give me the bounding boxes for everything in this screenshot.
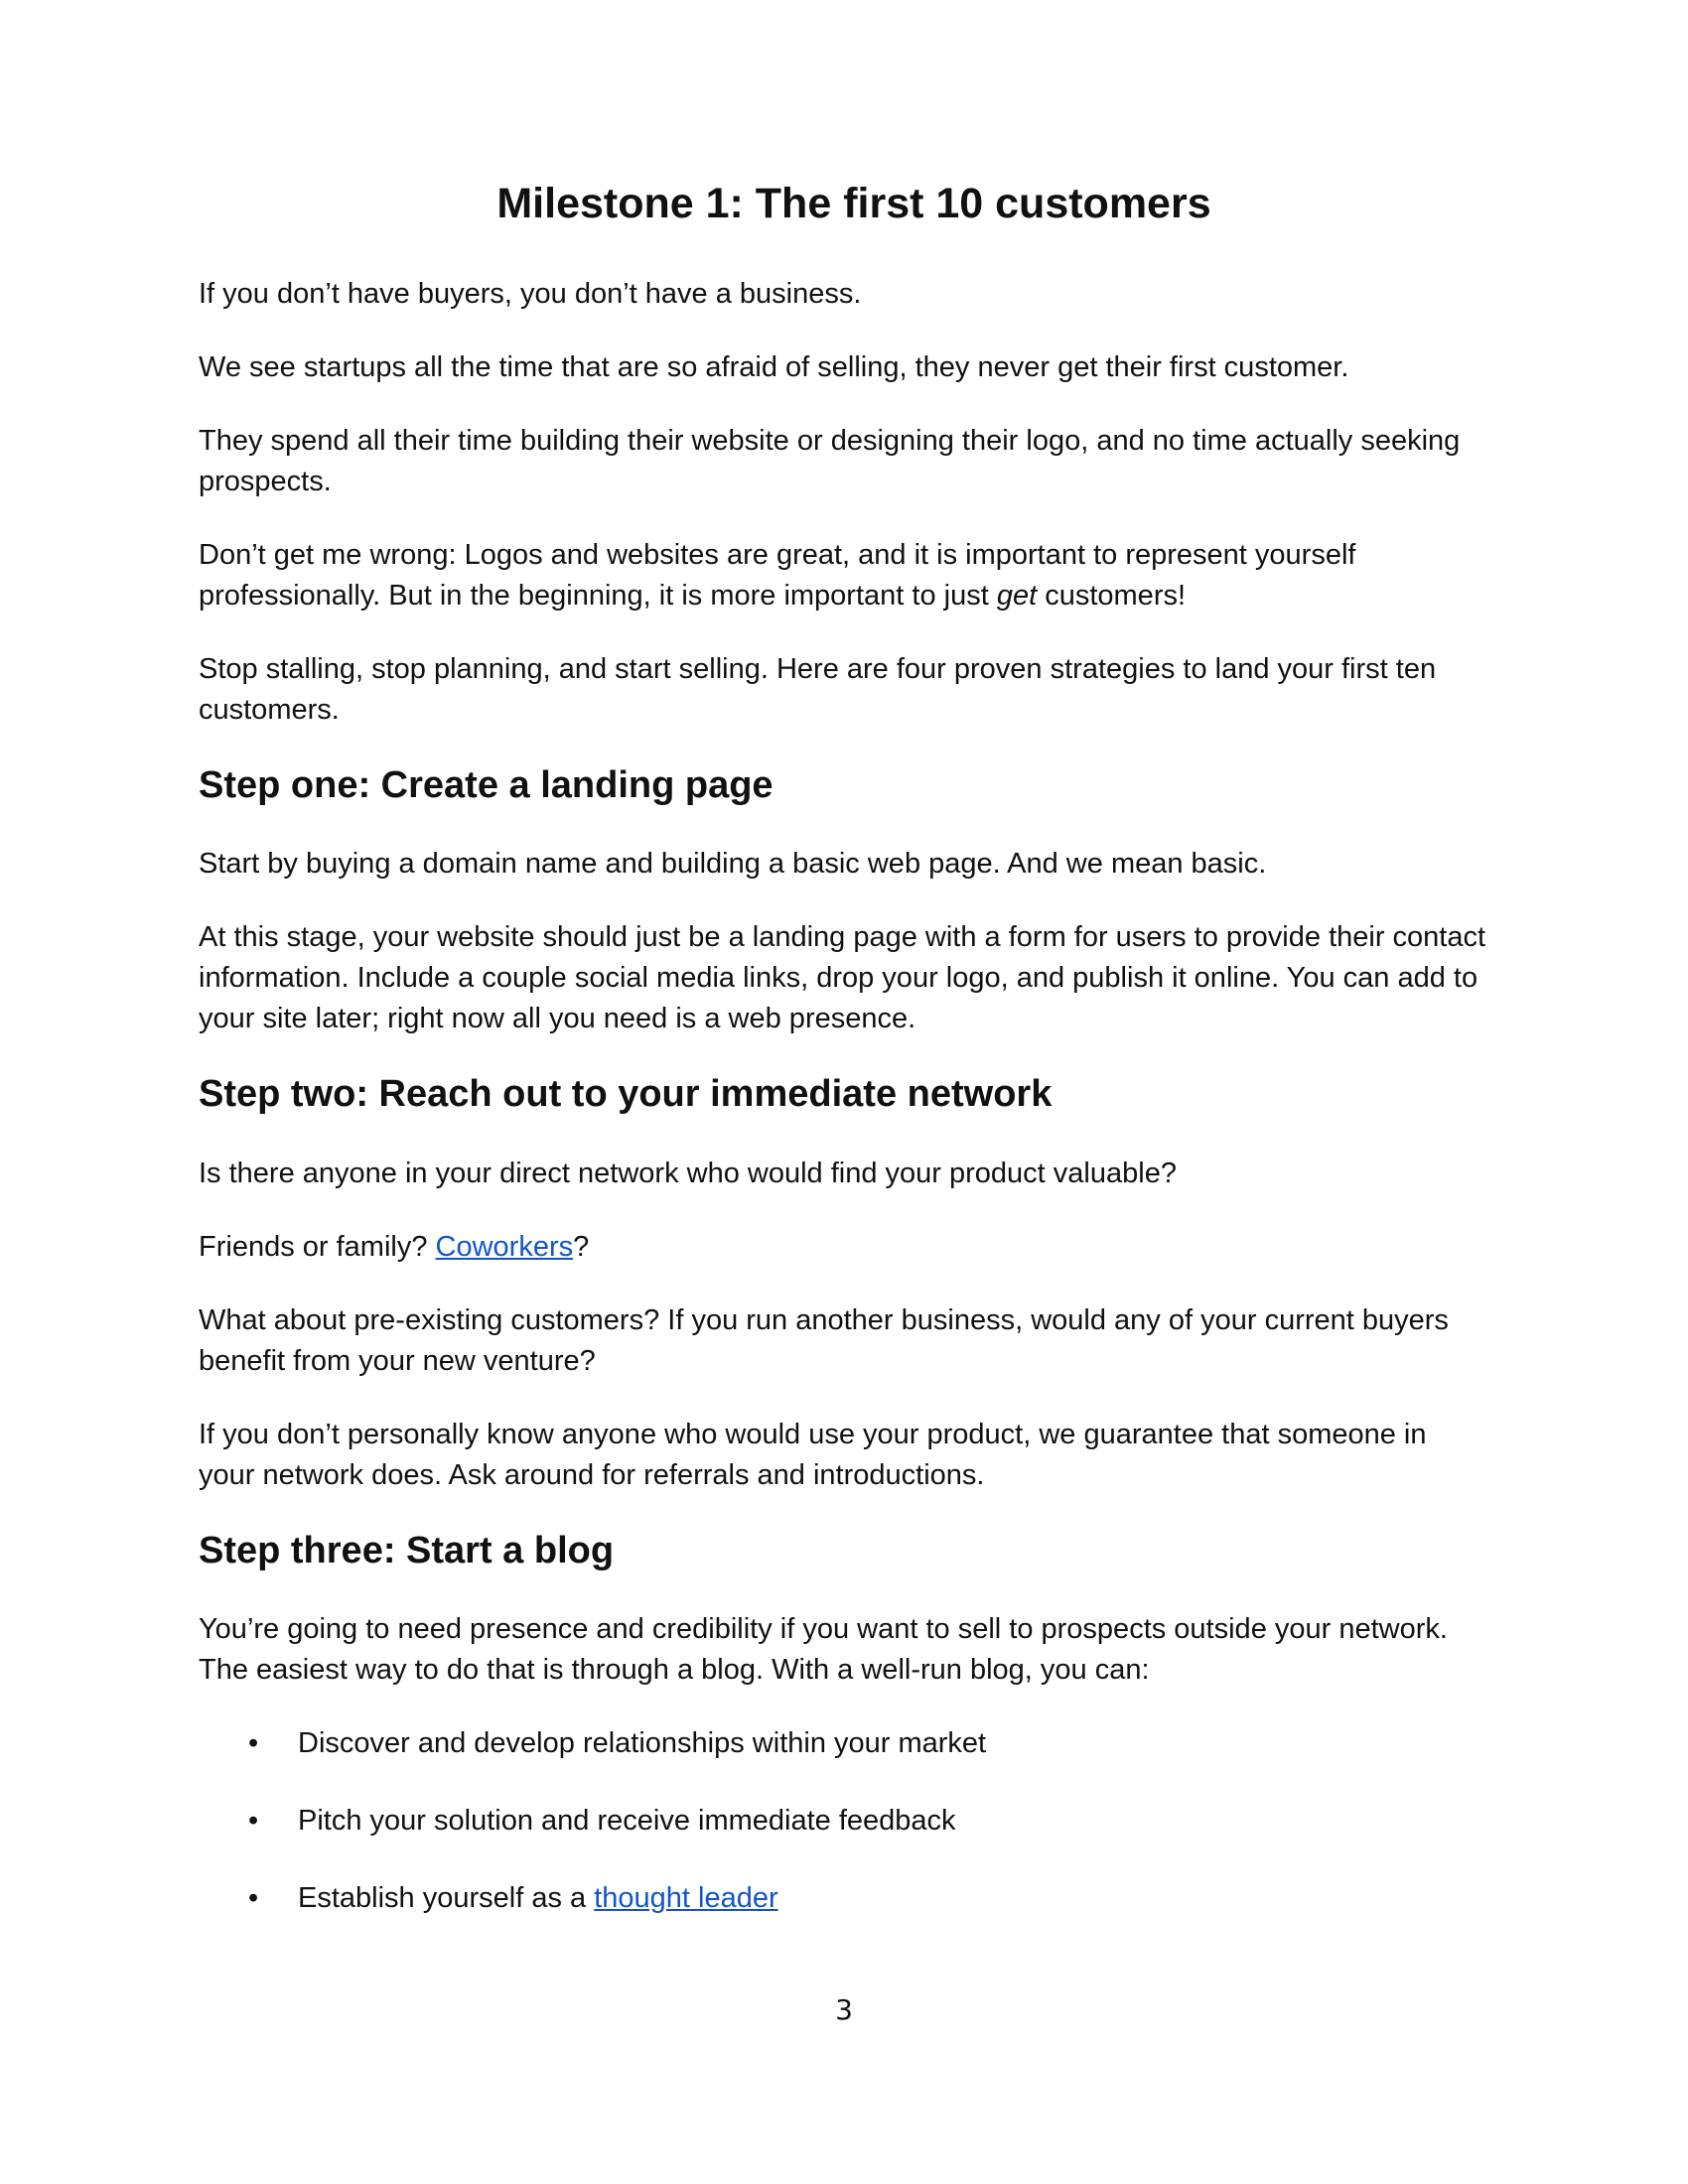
- intro-paragraph-2: We see startups all the time that are so afraid of selling, they never get their first customer.: [199, 350, 1349, 383]
- list-item-text: Discover and develop relationships within your market: [298, 1727, 987, 1760]
- intro-paragraph-4-text: Don’t get me wrong: Logos and websites are great, and it is important to represent yourself professionally. But in the beginning, it is more important to just: [199, 538, 1356, 612]
- step-three-paragraph-1: You’re going to need presence and credibility if you want to sell to prospects outside your network. The easiest way to do that is through a blog. With a well-run blog, you can:: [199, 1613, 1448, 1687]
- blog-benefits-list: [199, 1723, 1489, 1919]
- bullet-icon: •: [248, 1882, 259, 1915]
- list-item: [199, 1801, 1489, 1842]
- step-two-paragraph-4: If you don’t personally know anyone who would use your product, we guarantee that someone in your network does. Ask around for referrals and introductions.: [199, 1418, 1427, 1491]
- page-title: Milestone 1: The first 10 customers: [496, 180, 1211, 227]
- coworkers-link[interactable]: Coworkers: [435, 1230, 574, 1263]
- list-item: [199, 1878, 1489, 1919]
- step-one-heading: Step one: Create a landing page: [199, 763, 774, 806]
- intro-paragraph-4-end: customers!: [1037, 579, 1187, 612]
- intro-paragraph-4: [199, 535, 1489, 616]
- list-item: [199, 1723, 1489, 1764]
- bullet-icon: •: [248, 1805, 259, 1838]
- step-two-paragraph-1: Is there anyone in your direct network who would find your product valuable?: [199, 1157, 1177, 1189]
- intro-paragraph-1: If you don’t have buyers, you don’t have a business.: [199, 277, 862, 310]
- step-two-paragraph-2-text: Friends or family?: [199, 1230, 436, 1263]
- step-one-paragraph-1: Start by buying a domain name and building a basic web page. And we mean basic.: [199, 848, 1267, 881]
- list-item-text: Establish yourself as a: [298, 1882, 595, 1915]
- page-number: 3: [835, 1993, 853, 2026]
- thought-leader-link[interactable]: thought leader: [594, 1882, 778, 1915]
- intro-paragraph-5: Stop stalling, stop planning, and start selling. Here are four proven strategies to land your first ten customers.: [199, 652, 1437, 726]
- emphasis-get: get: [996, 579, 1038, 612]
- page-content: [199, 179, 1489, 1956]
- bullet-icon: •: [248, 1727, 259, 1760]
- step-two-paragraph-2: [199, 1227, 1489, 1268]
- step-three-heading: Step three: Start a blog: [199, 1529, 615, 1571]
- intro-paragraph-3: They spend all their time building their website or designing their logo, and no time actually seeking prospects.: [199, 424, 1461, 497]
- step-one-paragraph-2: At this stage, your website should just be a landing page with a form for users to provide their contact information. Include a couple social media links, drop your logo, and publish it online. You can add to your site later; right now all you need is a web presence.: [199, 921, 1486, 1035]
- step-two-heading: Step two: Reach out to your immediate network: [199, 1073, 1053, 1116]
- step-two-paragraph-2-end: ?: [573, 1230, 590, 1263]
- list-item-text: Pitch your solution and receive immediate feedback: [298, 1805, 956, 1838]
- step-two-paragraph-3: What about pre-existing customers? If you run another business, would any of your current buyers benefit from your new venture?: [199, 1303, 1449, 1377]
